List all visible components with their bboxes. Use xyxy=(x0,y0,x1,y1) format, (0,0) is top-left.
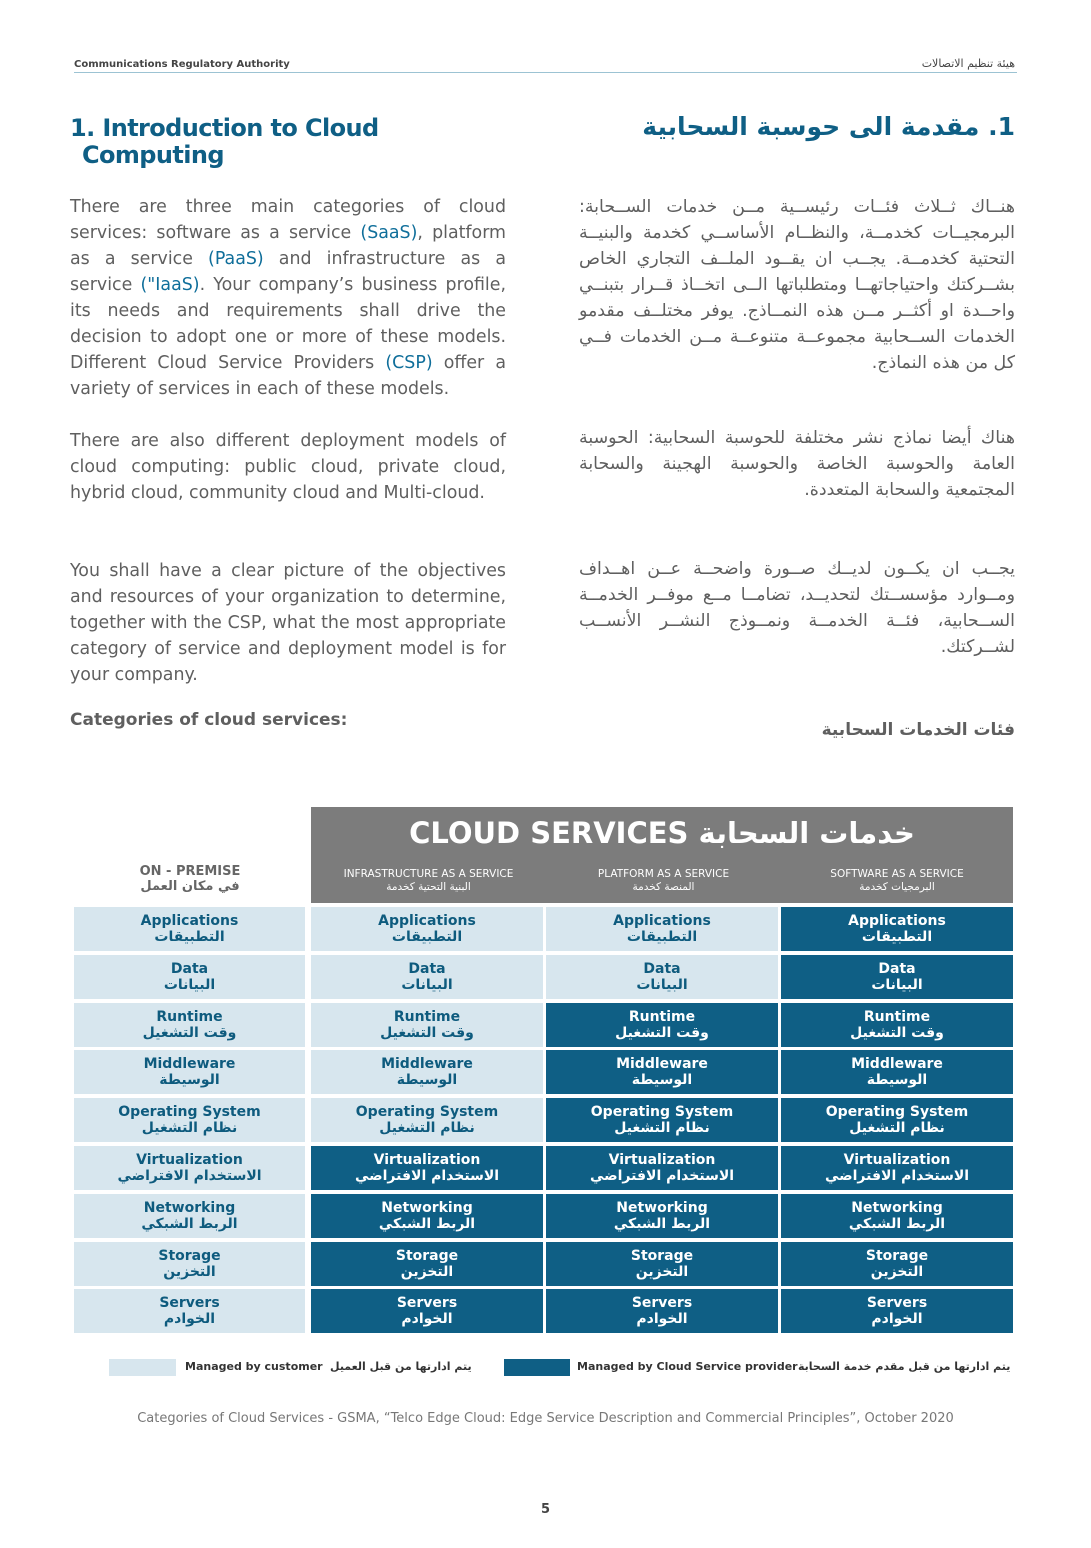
on-premise-en: ON - PREMISE xyxy=(139,864,241,879)
stack-cell-ar: الخوادم xyxy=(636,1311,688,1328)
stack-cell xyxy=(546,1146,778,1190)
stack-cell xyxy=(311,1098,543,1142)
column-header-en: INFRASTRUCTURE AS A SERVICE xyxy=(343,868,514,880)
stack-cell-en: Storage xyxy=(865,1247,929,1264)
stack-cell-ar: الربط الشبكي xyxy=(378,1215,476,1232)
stack-cell-en: Runtime xyxy=(628,1008,696,1025)
subheading-ar: فئات الخدمات السحابية xyxy=(821,720,1015,740)
en-paragraph-2: There are also different deployment models of cloud computing: public cloud, private cloud, hybrid cloud, community cloud and Multi-cloud. xyxy=(70,431,506,503)
stack-cell-en: Data xyxy=(408,960,446,977)
stack-cell-en: Virtualization xyxy=(373,1152,481,1168)
column-header-ar: البنية التحتية كخدمة xyxy=(386,881,471,893)
stack-cell-en: Servers xyxy=(396,1295,458,1312)
stack-cell xyxy=(781,907,1013,951)
stack-cell xyxy=(74,1098,305,1142)
column-header xyxy=(311,857,546,903)
stack-cell-en: Servers xyxy=(866,1295,928,1312)
stack-cell-ar: الاستخدام الافتراضي xyxy=(354,1168,500,1184)
stack-cell-en: Data xyxy=(170,960,209,977)
stack-cell xyxy=(311,955,543,999)
ar-paragraph-3: يجــب ان يكــون لديــك صــورة واضحــة عــن اهــداف ومــوارد مؤسســتك لتحديــد، تضامــا مــع موفــر الخدمــة الســحابية، فئــة الخدمــة ونمــوذج النشــر الأنســب لشــركتك. xyxy=(579,559,1015,657)
text-run: There are three main categories of cloud services: software as a service xyxy=(70,197,506,243)
section-title-en xyxy=(70,115,400,169)
stack-cell-ar: الخوادم xyxy=(401,1311,453,1328)
stack-cell-en: Servers xyxy=(159,1295,220,1312)
stack-cell-en: Middleware xyxy=(381,1056,473,1073)
figure-caption: Categories of Cloud Services - GSMA, “Telco Edge Cloud: Edge Service Description and Commercial Principles”, October 2020 xyxy=(137,1411,954,1426)
stack-cell xyxy=(74,1146,305,1190)
stack-cell xyxy=(546,1098,778,1142)
stack-cell xyxy=(546,1194,778,1238)
stack-cell-ar: البيانات xyxy=(636,976,688,993)
header-left: Communications Regulatory Authority xyxy=(74,59,290,70)
stack-cell-ar: وقت التشغيل xyxy=(380,1024,474,1041)
stack-cell xyxy=(781,1242,1013,1286)
ar-paragraph-1: هنــاك ثــلاث فئــات رئيســية مــن خدمات الســحابة: البرمجيــات كخدمــة، والنظــام الأساســي كخدمة والبنيــة التحتية كخدمــة. يجــب ان يقــود الملــف التجاري الخاص بشــركتك واحتياجاتهــا ومتطلباتها الــى اتخــاذ قــرار بتبنــي واحــدة او أكثــر مــن هذه النمــاذج. يوفر مختلــف مقدمو الخدمات الســحابية مجموعــة متنوعــة مــن الخدمات فــي كل من هذه النماذج. xyxy=(579,197,1015,373)
stack-cell-ar: الخوادم xyxy=(163,1311,216,1328)
stack-cell xyxy=(781,1194,1013,1238)
page-number: 5 xyxy=(540,1502,551,1517)
stack-cell-ar: نظام التشغيل xyxy=(614,1120,710,1137)
stack-cell-en: Data xyxy=(643,960,681,977)
header-divider xyxy=(74,72,1017,73)
stack-cell-ar: الاستخدام الافتراضي xyxy=(589,1168,735,1184)
stack-cell-ar: الوسيطة xyxy=(396,1072,458,1089)
stack-cell xyxy=(781,1146,1013,1190)
stack-cell xyxy=(74,1289,305,1333)
stack-cell-en: Middleware xyxy=(851,1056,943,1073)
stack-cell xyxy=(311,1242,543,1286)
stack-cell-ar: وقت التشغيل xyxy=(615,1024,709,1041)
stack-cell-en: Applications xyxy=(613,913,711,929)
stack-cell xyxy=(546,1242,778,1286)
stack-cell xyxy=(311,1050,543,1094)
subheading-en: Categories of cloud services: xyxy=(70,710,348,730)
stack-cell-ar: التخزين xyxy=(163,1263,216,1280)
stack-cell-en: Middleware xyxy=(616,1056,708,1073)
stack-cell xyxy=(781,1050,1013,1094)
en-paragraph-3: You shall have a clear picture of the objectives and resources of your organization to determine, together with the CSP, what the most appropriate category of service and deployment model is for your company. xyxy=(70,561,506,685)
column-header-ar: البرمجيات كخدمة xyxy=(859,881,935,893)
text-run: offer a variety of services in each of these models. xyxy=(70,353,507,399)
abbreviation-highlight: (PaaS) xyxy=(208,249,264,269)
stack-cell-ar: الربط الشبكي xyxy=(848,1215,946,1232)
stack-cell-en: Operating System xyxy=(590,1104,734,1121)
stack-cell-en: Operating System xyxy=(355,1104,499,1121)
stack-cell-ar: الخوادم xyxy=(871,1311,923,1328)
stack-cell xyxy=(74,907,305,951)
stack-cell-ar: الوسيطة xyxy=(631,1072,693,1089)
stack-cell-en: Virtualization xyxy=(136,1152,243,1168)
stack-cell-ar: الربط الشبكي xyxy=(141,1215,238,1232)
stack-cell xyxy=(74,1050,305,1094)
stack-cell-en: Applications xyxy=(140,913,239,929)
stack-cell-en: Storage xyxy=(158,1247,221,1264)
title-en-line2: Computing xyxy=(82,141,224,169)
stack-cell-en: Storage xyxy=(630,1247,694,1264)
on-premise-ar: في مكان العمل xyxy=(140,879,240,894)
stack-cell xyxy=(311,1289,543,1333)
stack-cell-en: Runtime xyxy=(393,1008,461,1025)
stack-cell xyxy=(546,955,778,999)
stack-cell-ar: البيانات xyxy=(401,976,453,993)
column-header xyxy=(781,857,1013,903)
legend-customer-swatch xyxy=(109,1359,176,1376)
stack-cell xyxy=(781,1289,1013,1333)
stack-cell xyxy=(311,1194,543,1238)
stack-cell xyxy=(781,1003,1013,1047)
stack-cell-en: Networking xyxy=(143,1199,236,1216)
stack-cell-en: Operating System xyxy=(825,1104,969,1121)
stack-cell xyxy=(311,1003,543,1047)
stack-cell-ar: التطبيقات xyxy=(861,929,933,945)
abbreviation-highlight: (SaaS) xyxy=(360,223,418,243)
stack-cell xyxy=(546,1003,778,1047)
column-header xyxy=(546,857,781,903)
legend-provider-en: Managed by Cloud Service provider xyxy=(577,1360,798,1373)
stack-cell-en: Applications xyxy=(378,913,476,929)
cloud-services-banner: CLOUD SERVICES خدمات السحابة xyxy=(311,807,1013,857)
header-right: هيئة تنظيم الاتصالات xyxy=(921,57,1015,70)
title-en-line1: 1. Introduction to Cloud xyxy=(70,114,379,142)
stack-cell-en: Runtime xyxy=(863,1008,931,1025)
stack-cell xyxy=(546,1289,778,1333)
stack-cell-ar: التخزين xyxy=(870,1263,924,1280)
column-header-en: PLATFORM AS A SERVICE xyxy=(597,868,730,880)
stack-cell-en: Networking xyxy=(616,1199,708,1216)
stack-cell xyxy=(74,1194,305,1238)
text-run: and infrastructure as a service xyxy=(70,249,506,295)
stack-cell-ar: التطبيقات xyxy=(626,929,698,945)
stack-cell-en: Virtualization xyxy=(608,1152,716,1168)
stack-cell-ar: التطبيقات xyxy=(154,929,225,945)
stack-cell-en: Networking xyxy=(851,1199,943,1216)
stack-cell-en: Networking xyxy=(381,1199,473,1216)
stack-cell-ar: البيانات xyxy=(871,976,923,993)
stack-cell xyxy=(781,955,1013,999)
stack-cell-en: Data xyxy=(878,960,916,977)
legend-provider-swatch xyxy=(504,1359,570,1376)
stack-cell-ar: وقت التشغيل xyxy=(142,1024,237,1041)
stack-cell-en: Runtime xyxy=(156,1008,223,1025)
column-header-ar: المنصة كخدمة xyxy=(632,881,695,893)
stack-cell-ar: الاستخدام الافتراضي xyxy=(824,1168,970,1184)
stack-cell-ar: التطبيقات xyxy=(391,929,463,945)
stack-cell xyxy=(781,1098,1013,1142)
stack-cell xyxy=(546,1050,778,1094)
stack-cell-ar: البيانات xyxy=(163,976,216,993)
stack-cell-en: Servers xyxy=(631,1295,693,1312)
legend-provider-ar: يتم ادارتها من قبل مقدم خدمة السحابة xyxy=(798,1360,1011,1373)
text-run: , platform as a service xyxy=(70,223,506,269)
stack-cell-ar: الوسيطة xyxy=(159,1072,220,1089)
stack-cell-ar: التخزين xyxy=(635,1263,689,1280)
stack-cell-ar: التخزين xyxy=(400,1263,454,1280)
abbreviation-highlight: ("IaaS) xyxy=(140,275,200,295)
stack-cell-ar: وقت التشغيل xyxy=(850,1024,944,1041)
stack-cell-ar: نظام التشغيل xyxy=(849,1120,945,1137)
stack-cell xyxy=(311,1146,543,1190)
stack-cell xyxy=(311,907,543,951)
stack-cell xyxy=(546,907,778,951)
stack-cell-ar: الاستخدام الافتراضي xyxy=(117,1168,262,1184)
stack-cell-en: Applications xyxy=(848,913,946,929)
stack-cell-en: Virtualization xyxy=(843,1152,951,1168)
stack-cell-en: Operating System xyxy=(118,1104,261,1121)
stack-cell xyxy=(74,1003,305,1047)
text-run: . Your company’s business profile, its needs and requirements shall drive the decision to adopt one or more of these models. Different Cloud Service Providers xyxy=(70,275,506,373)
ar-paragraph-2: هناك أيضا نماذج نشر مختلفة للحوسبة السحابية: الحوسبة العامة والحوسبة الخاصة والحوسبة الهجينة والسحابة المجتمعية والسحابة المتعددة. xyxy=(579,428,1015,500)
en-paragraph-1 xyxy=(70,194,506,402)
stack-cell-ar: الوسيطة xyxy=(866,1072,928,1089)
abbreviation-highlight: (CSP) xyxy=(385,353,433,373)
stack-cell-ar: نظام التشغيل xyxy=(141,1120,238,1137)
legend-customer-ar: يتم ادارتها من قبل العميل xyxy=(330,1360,472,1373)
stack-cell-ar: نظام التشغيل xyxy=(379,1120,475,1137)
stack-cell xyxy=(74,1242,305,1286)
stack-cell xyxy=(74,955,305,999)
stack-cell-ar: الربط الشبكي xyxy=(613,1215,711,1232)
on-premise-heading xyxy=(74,864,306,894)
column-header-en: SOFTWARE AS A SERVICE xyxy=(830,868,964,880)
stack-cell-en: Middleware xyxy=(143,1056,236,1073)
section-title-ar: 1. مقدمة الى حوسبة السحابية xyxy=(642,112,1015,141)
stack-cell-en: Storage xyxy=(395,1247,459,1264)
legend-customer-en: Managed by customer xyxy=(185,1360,323,1373)
